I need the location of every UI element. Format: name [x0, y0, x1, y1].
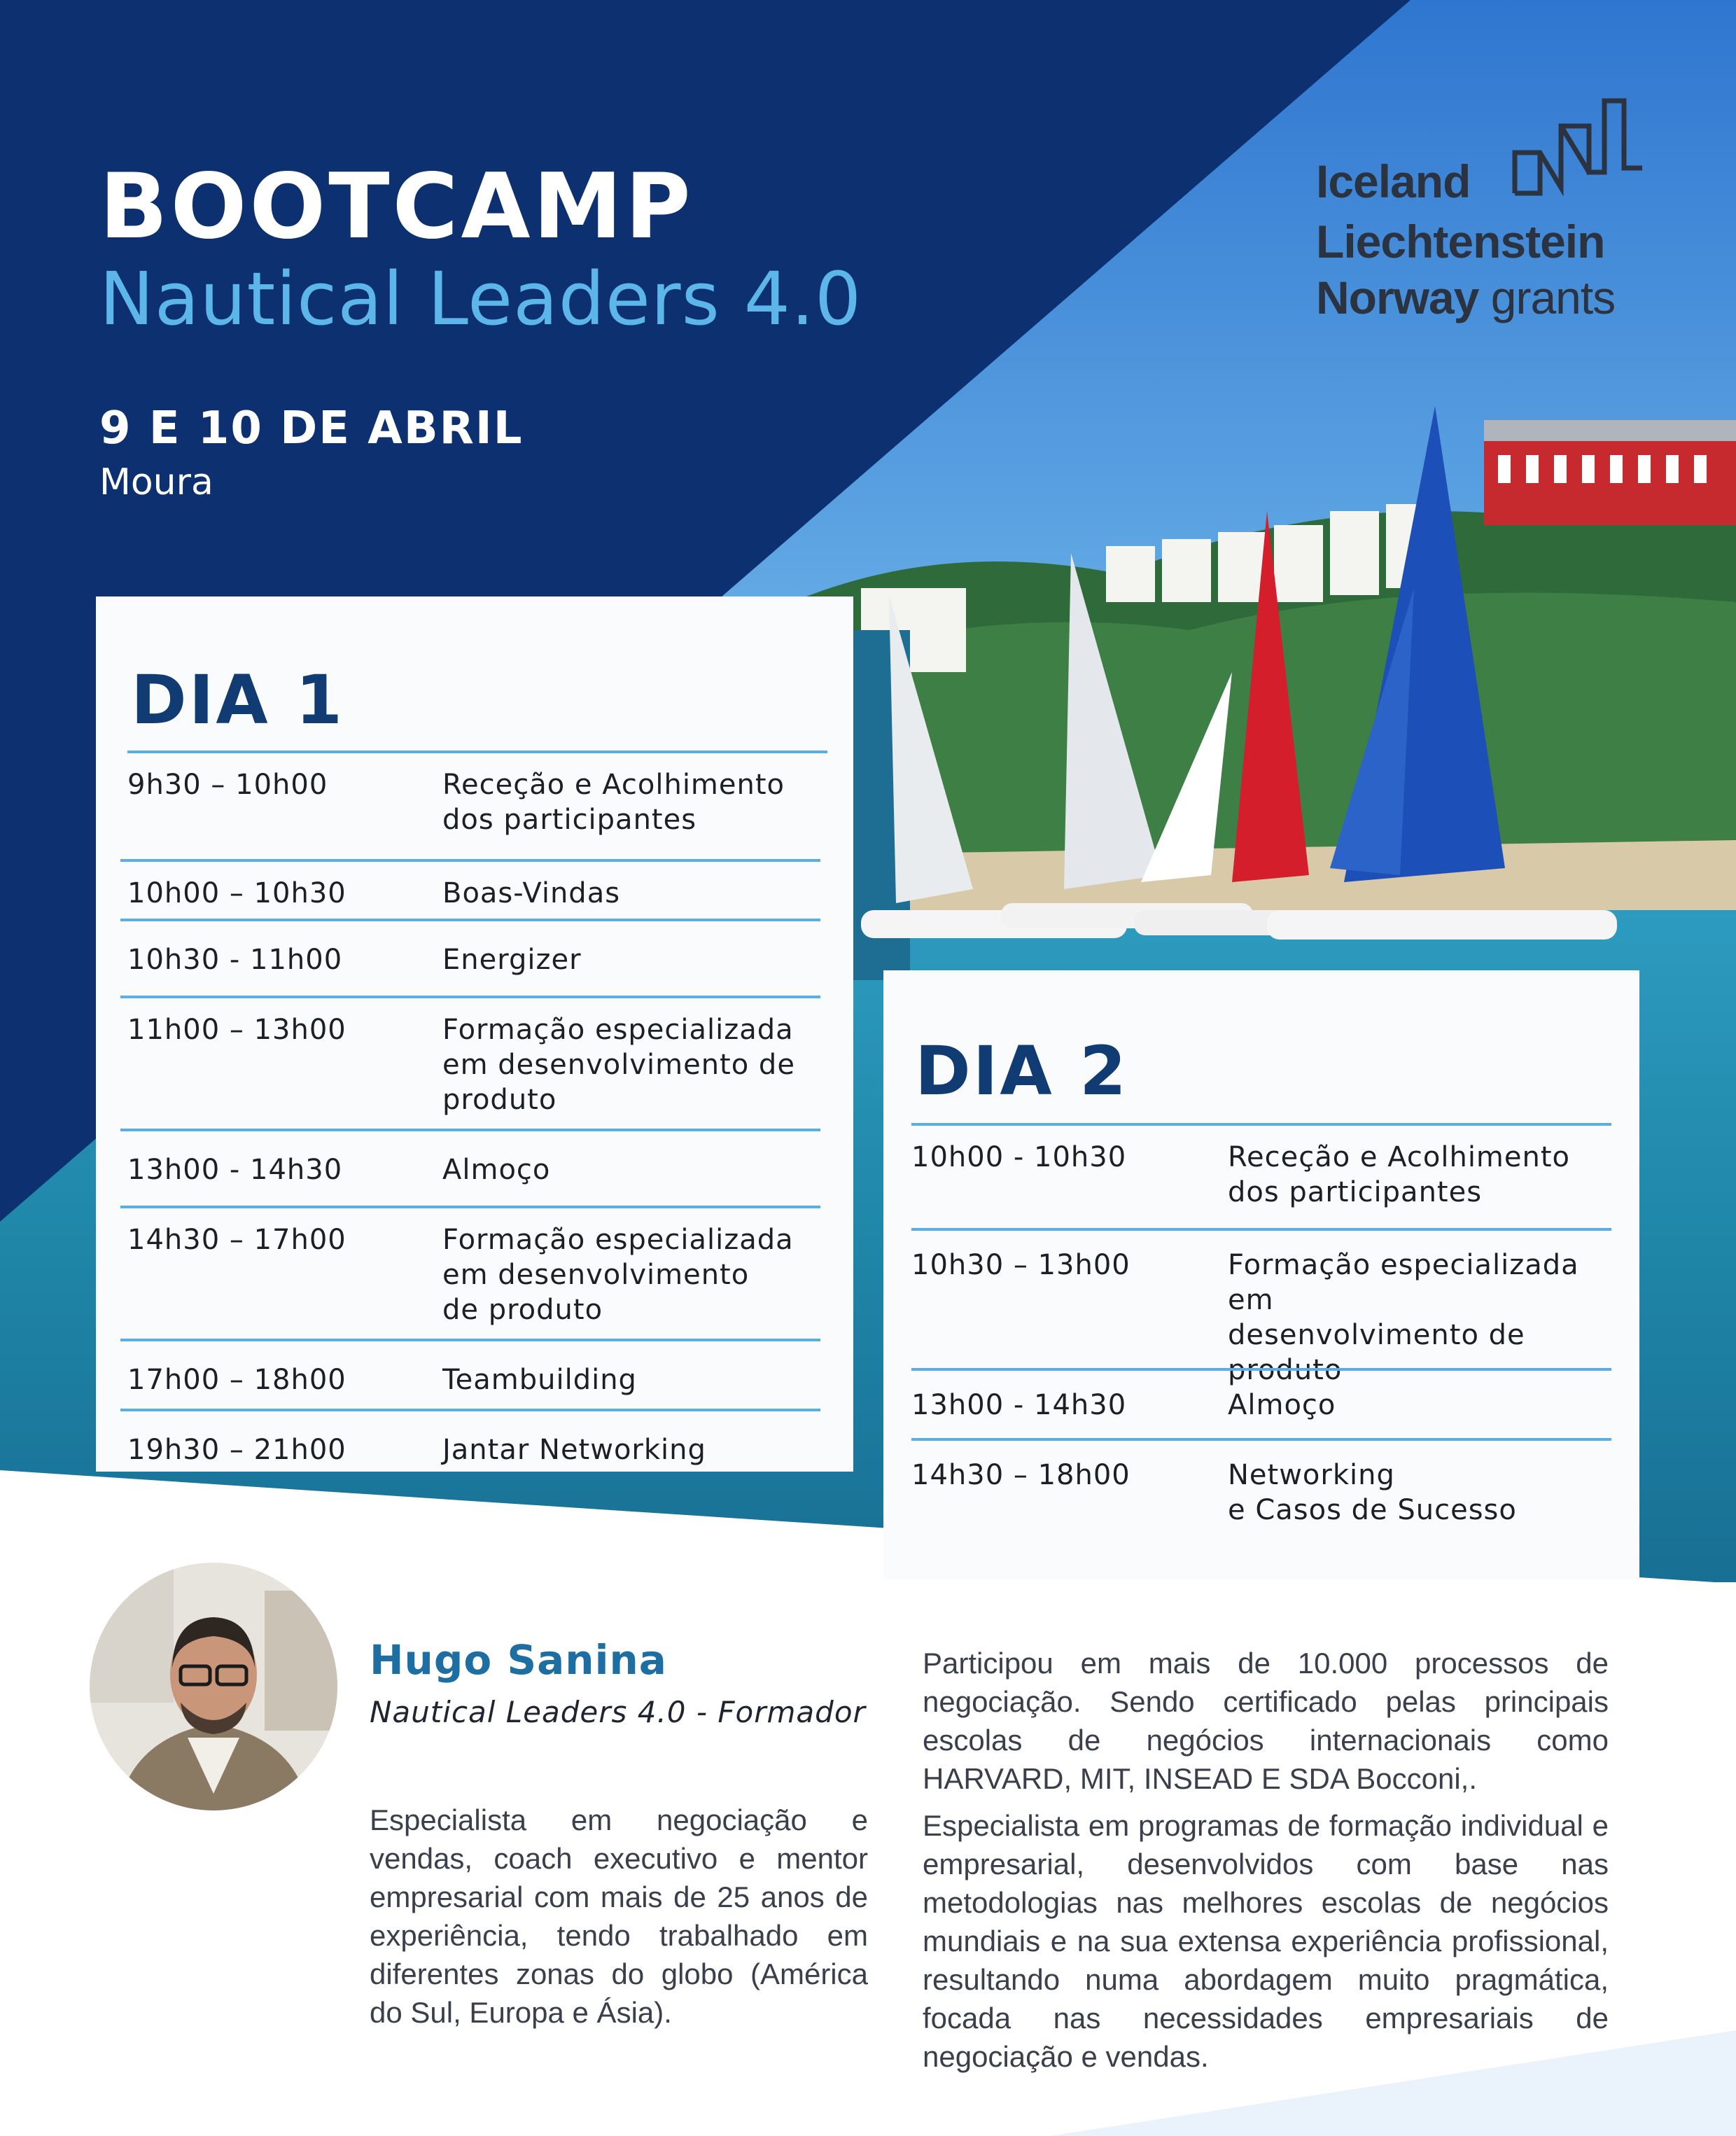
- day1-row: [127, 751, 827, 858]
- day2-row-time: 13h00 - 14h30: [911, 1389, 1127, 1421]
- day2-row-activity: Almoço: [1228, 1389, 1336, 1421]
- day1-row-activity: Formação especializada em desenvolvimento de produto: [442, 1014, 795, 1116]
- day2-row: [911, 1438, 1611, 1546]
- day2-row-time: 14h30 – 18h00: [911, 1459, 1130, 1491]
- speaker-bio-left: Especialista em negociação e vendas, coach executivo e mentor empresarial com mais de 25 anos de experiência, tendo trabalhado em diferentes zonas do globo (América do Sul, Europa e Ásia).: [370, 1803, 868, 2029]
- event-title: BOOTCAMP: [99, 155, 694, 259]
- logo-line-norway: Norway: [1316, 272, 1479, 323]
- day1-row-activity: Formação especializada em desenvolvimento de produto: [442, 1224, 794, 1326]
- event-date: 9 E 10 DE ABRIL: [99, 403, 524, 454]
- day2-panel: [883, 970, 1639, 1579]
- event-location: Moura: [99, 461, 214, 503]
- day1-row-time: 14h30 – 17h00: [127, 1224, 346, 1256]
- logo-line-iceland: Iceland: [1316, 155, 1471, 207]
- day1-row-time: 19h30 – 21h00: [127, 1434, 346, 1466]
- event-subtitle: Nautical Leaders 4.0: [99, 256, 862, 342]
- day1-row-time: 10h00 – 10h30: [127, 877, 346, 909]
- eea-grants-logo: [1316, 98, 1652, 329]
- speaker-role: Nautical Leaders 4.0 - Formador: [370, 1695, 866, 1729]
- speaker-bio-right-2: Especialista em programas de formação individual e empresarial, desenvolvidos com base nas metodologias nas melhores escolas de negócios mundiais e na sua extensa experiência profissional, resultando numa abordagem muito pragmática, focada nas necessidades empresariais de negociação e vendas.: [923, 1809, 1609, 2073]
- day2-row-time: 10h30 – 13h00: [911, 1249, 1130, 1281]
- day1-row-time: 13h00 - 14h30: [127, 1154, 343, 1186]
- day1-row-activity: Teambuilding: [442, 1364, 637, 1396]
- day1-row: [120, 919, 820, 991]
- speaker-name: Hugo Sanina: [370, 1636, 667, 1684]
- day1-row: [120, 1129, 820, 1201]
- day2-row-activity: Formação especializada em desenvolvimento de produto: [1228, 1249, 1579, 1386]
- bars-logo-icon: [1512, 98, 1645, 196]
- day1-row-activity: Almoço: [442, 1154, 551, 1186]
- day2-row-time: 10h00 - 10h30: [911, 1141, 1127, 1173]
- day2-title: DIA 2: [915, 1032, 1128, 1110]
- day1-panel: [96, 596, 853, 1472]
- day1-row-activity: Jantar Networking: [442, 1434, 706, 1466]
- day1-row-time: 9h30 – 10h00: [127, 769, 328, 801]
- day1-row: [120, 996, 820, 1131]
- day1-row-activity: Energizer: [442, 944, 582, 976]
- day1-row-time: 10h30 - 11h00: [127, 944, 343, 976]
- logo-line-grants: grants: [1490, 272, 1616, 323]
- speaker-bio-right-1: Participou em mais de 10.000 processos de negociação. Sendo certificado pelas principais escolas de negócios internacionais como HARVARD, MIT, INSEAD E SDA Bocconi,.: [923, 1647, 1609, 1795]
- day1-row: [120, 1206, 820, 1341]
- day1-title: DIA 1: [131, 661, 344, 739]
- day1-row-time: 17h00 – 18h00: [127, 1364, 346, 1396]
- logo-line-liechtenstein: Liechtenstein: [1316, 216, 1605, 267]
- day1-row-activity: Boas-Vindas: [442, 877, 621, 909]
- day1-row-time: 11h00 – 13h00: [127, 1014, 346, 1046]
- day2-row: [911, 1368, 1611, 1437]
- day2-row: [911, 1123, 1611, 1231]
- day1-row: [120, 1409, 820, 1474]
- day2-row: [911, 1228, 1611, 1386]
- day2-row-activity: Receção e Acolhimento dos participantes: [1228, 1141, 1571, 1208]
- speaker-avatar: [90, 1563, 337, 1810]
- day2-row-activity: Networking e Casos de Sucesso: [1228, 1459, 1517, 1526]
- day1-row: [120, 1339, 820, 1411]
- day1-row-activity: Receção e Acolhimento dos participantes: [442, 769, 785, 836]
